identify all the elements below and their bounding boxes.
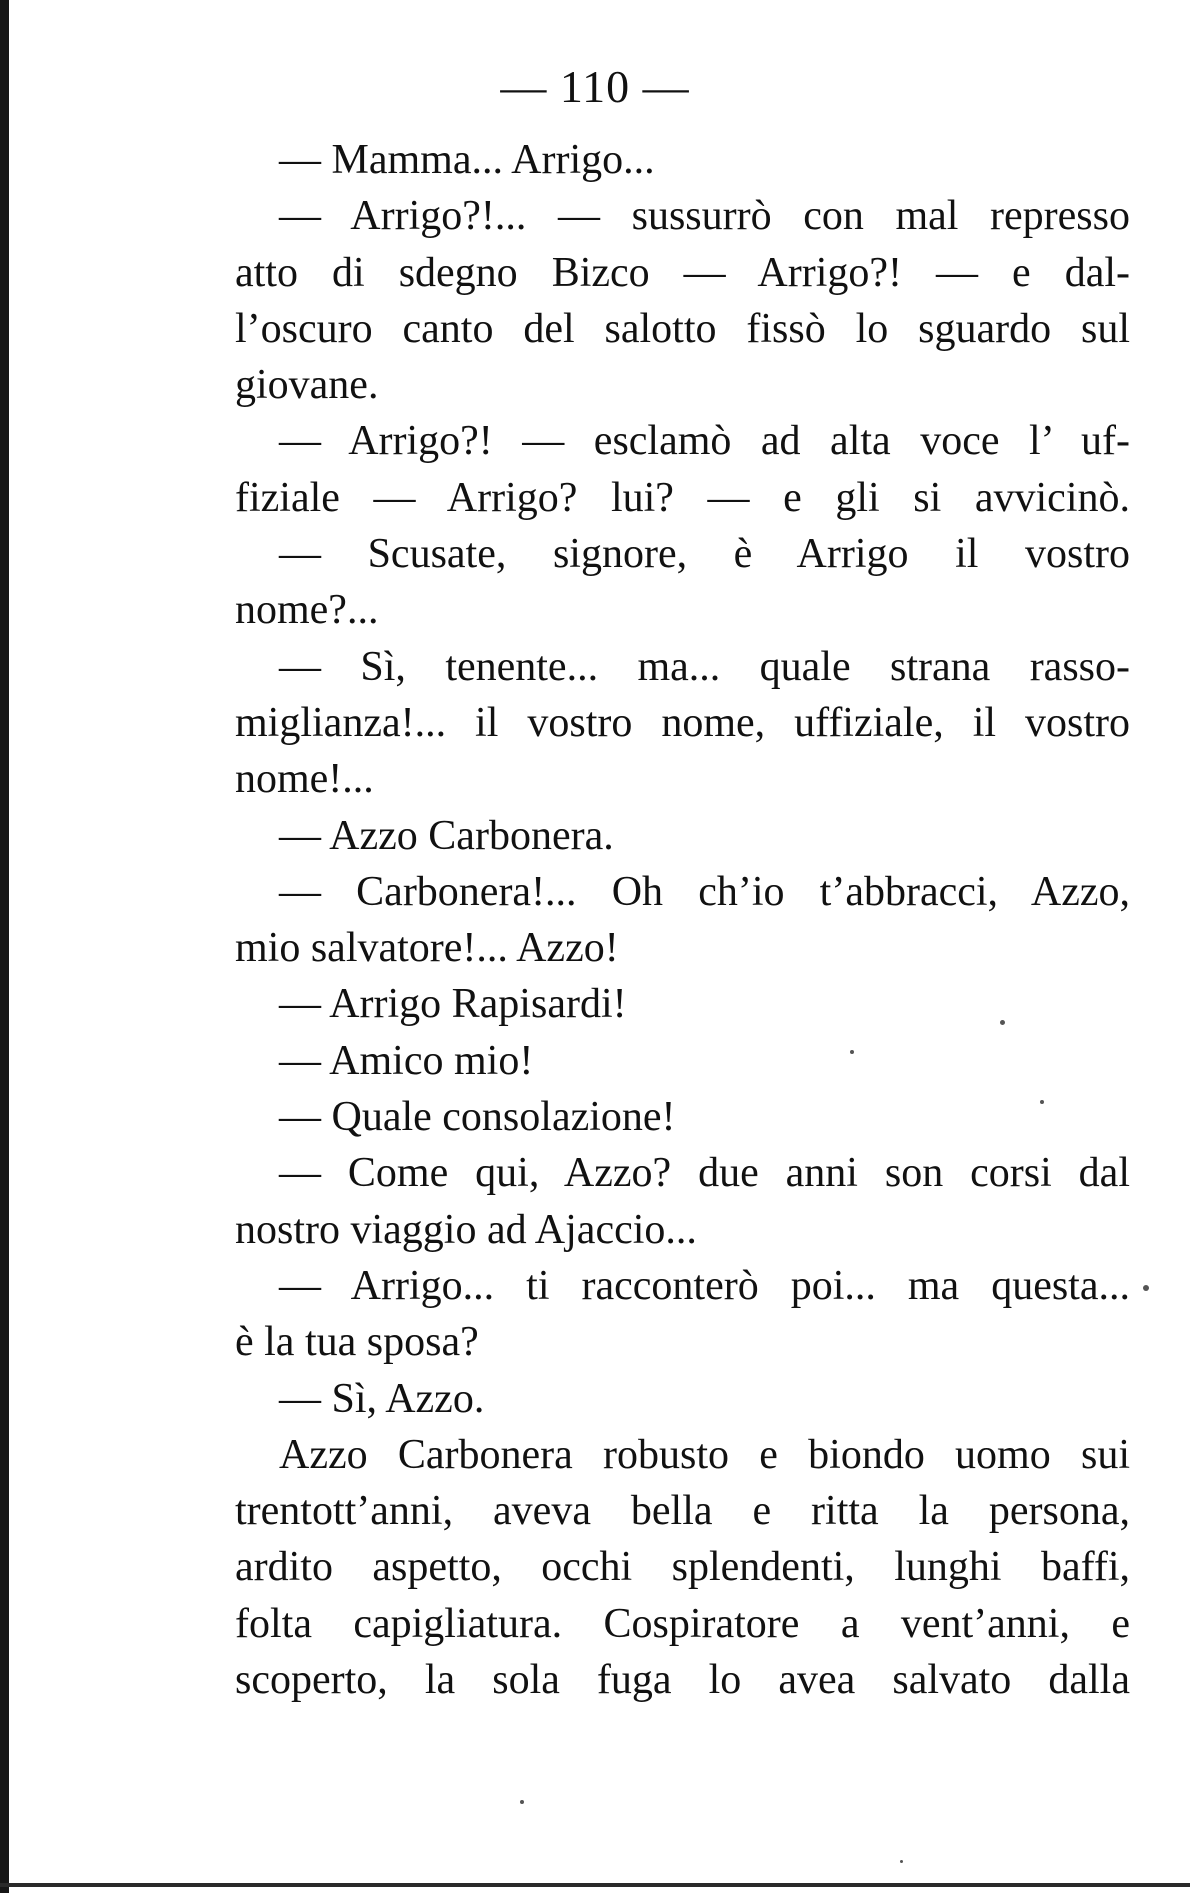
page-bottom-edge (0, 1883, 1190, 1887)
text-line: — Mamma... Arrigo... (279, 137, 655, 183)
text-line: giovane. (235, 362, 379, 409)
text-line: — Come qui, Azzo? due anni son corsi dal (279, 1150, 1130, 1197)
scan-speck (1000, 1020, 1005, 1025)
text-line: — Quale consolazione! (279, 1094, 676, 1141)
page-number: — 110 — (500, 61, 690, 112)
text-line: — Azzo Carbonera. (279, 812, 614, 859)
scan-speck (850, 1050, 854, 1054)
scan-speck (1143, 1285, 1149, 1291)
scan-speck (520, 1800, 524, 1804)
page-left-edge (0, 0, 9, 1893)
text-line: — Sì, Azzo. (279, 1375, 485, 1422)
body-text (235, 132, 1130, 1708)
text-line: — Arrigo... ti racconterò poi... ma questa... (279, 1262, 1130, 1309)
text-line: — Arrigo?! — esclamò ad alta voce l’ uf- (279, 418, 1130, 465)
text-line: mio salvatore!... Azzo! (235, 925, 619, 972)
text-line: — Arrigo Rapisardi! (279, 981, 627, 1028)
text-line: nome?... (235, 587, 379, 634)
text-line: folta capigliatura. Cospiratore a vent’anni, e (235, 1600, 1130, 1647)
text-line: atto di sdegno Bizco — Arrigo?! — e dal- (235, 249, 1130, 296)
scan-speck (900, 1860, 903, 1863)
text-line: Azzo Carbonera robusto e biondo uomo sui (279, 1431, 1130, 1478)
text-line: nostro viaggio ad Ajaccio... (235, 1206, 697, 1253)
text-line: trentott’anni, aveva bella e ritta la persona, (235, 1488, 1130, 1535)
text-line: — Carbonera!... Oh ch’io t’abbracci, Azzo, (279, 868, 1130, 915)
text-line: scoperto, la sola fuga lo avea salvato dalla (235, 1657, 1130, 1704)
text-line: nome!... (235, 756, 374, 803)
text-line: — Sì, tenente... ma... quale strana rasso- (279, 643, 1130, 690)
text-line: è la tua sposa? (235, 1319, 479, 1366)
text-line: l’oscuro canto del salotto fissò lo sguardo sul (235, 305, 1130, 352)
text-line: — Arrigo?!... — sussurrò con mal represso (279, 193, 1130, 240)
scan-speck (1040, 1100, 1044, 1104)
text-line: fiziale — Arrigo? lui? — e gli si avvicinò. (235, 474, 1130, 521)
text-line: — Scusate, signore, è Arrigo il vostro (279, 531, 1130, 578)
text-line: miglianza!... il vostro nome, uffiziale, il vostro (235, 699, 1130, 746)
text-line: — Amico mio! (279, 1037, 534, 1084)
text-line: ardito aspetto, occhi splendenti, lunghi baffi, (235, 1544, 1130, 1591)
